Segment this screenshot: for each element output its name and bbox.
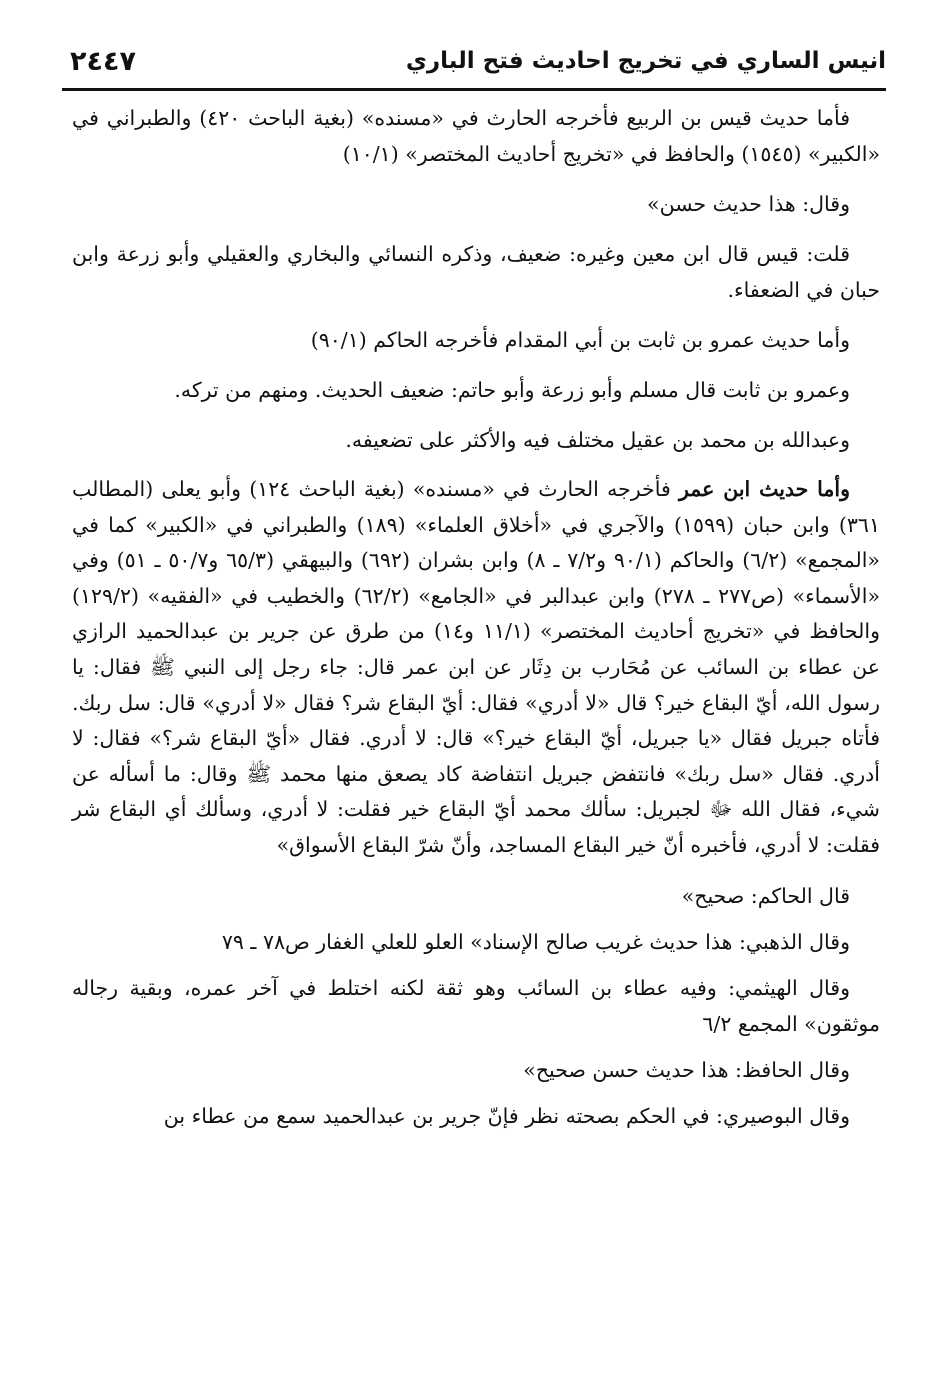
- paragraph-qays-grading: [72, 186, 880, 222]
- paragraph-text: قال الحاكم: صحيح»: [681, 883, 850, 908]
- page-header: [70, 38, 886, 84]
- paragraph-text: وعبدالله بن محمد بن عقيل مختلف فيه والأكثر على تضعيفه.: [345, 428, 850, 452]
- paragraph-text: وقال البوصيري: في الحكم بصحته نظر فإنّ جرير بن عبدالحميد سمع من عطاء بن: [163, 1103, 850, 1128]
- running-title: انيس الساري في تخريج احاديث فتح الباري: [405, 48, 886, 74]
- paragraph-dhahabi-grading: [72, 924, 880, 960]
- paragraph-text: وقال الذهبي: هذا حديث غريب صالح الإسناد» العلو للعلي الغفار ص٧٨ ـ ٧٩: [221, 929, 850, 954]
- paragraph-ibn-umar-hadith: [72, 472, 880, 864]
- header-rule: [62, 88, 886, 91]
- paragraph-busiri-note: [72, 1098, 880, 1134]
- paragraph-lead: وأما حديث ابن عمر: [679, 477, 851, 501]
- paragraph-text: فأما حديث قيس بن الربيع فأخرجه الحارث في «مسنده» (بغية الباحث ٤٢٠) والطبراني في «الكبير» (١٥٤٥) والحافظ في «تخريج أحاديث المختصر» (١٠/١): [72, 106, 880, 166]
- paragraph-hakim-grading: [72, 878, 880, 914]
- paragraph-text: قلت: قيس قال ابن معين وغيره: ضعيف، وذكره النسائي والبخاري والعقيلي وأبو زرعة وابن حبان في الضعفاء.: [72, 242, 880, 302]
- paragraph-text: وقال الهيثمي: وفيه عطاء بن السائب وهو ثقة لكنه اختلط في آخر عمره، وبقية رجاله موثقون» المجمع ٦/٢: [72, 975, 880, 1036]
- paragraph-hafiz-grading: [72, 1052, 880, 1088]
- paragraph-amr-hadith: [72, 322, 880, 358]
- paragraph-amr-note: [72, 372, 880, 408]
- paragraph-text: وأما حديث عمرو بن ثابت بن أبي المقدام فأخرجه الحاكم (٩٠/١): [310, 328, 850, 352]
- paragraph-abdullah-note: [72, 422, 880, 458]
- paragraph-text: فأخرجه الحارث في «مسنده» (بغية الباحث ١٢٤) وأبو يعلى (المطالب ٣٦١) وابن حبان (١٥٩٩) والآجري في «أخلاق العلماء» (١٨٩) والطبراني في «الكبير» كما في «المجمع» (٦/٢) والحاكم (٩٠/١ و٧/٢ ـ ٨) وابن بشران (٦٩٢) والبيهقي (٦٥/٣ و٥٠/٧ ـ ٥١) وفي «الأسماء» (ص٢٧٧ ـ ٢٧٨) وابن عبدالبر في «الجامع» (٦٢/٢) والخطيب في «الفقيه» (١٢٩/٢) والحافظ في «تخريج أحاديث المختصر» (١١/١ و١٤) من طرق عن جرير بن عبدالحميد الرازي عن عطاء بن السائب عن مُحَارب بن دِثَار عن ابن عمر قال: جاء رجل إلى النبي ﷺ فقال: يا رسول الله، أيّ البقاع خير؟ قال «لا أدري» فقال: أيّ البقاع شر؟ فقال «لا أدري» قال: سل ربك. فأتاه جبريل فقال «يا جبريل، أيّ البقاع خير؟» قال: لا أدري. فقال «أيّ البقاع شر؟» فقال: لا أدري. فقال «سل ربك» فانتفض جبريل انتفاضة كاد يصعق منها محمد ﷺ وقال: ما أسأله عن شيء، فقال الله ﷻ لجبريل: سألك محمد أيّ البقاع خير فقلت: لا أدري، وسألك أي البقاع شر فقلت: لا أدري، فأخبره أنّ خير البقاع المساجد، وأنّ شرّ البقاع الأسواق»: [72, 477, 880, 857]
- paragraph-qays-hadith: [72, 100, 880, 172]
- paragraph-haythami-grading: [72, 970, 880, 1042]
- page-number: ٢٤٤٧: [70, 45, 136, 77]
- page-body: [72, 100, 880, 1144]
- paragraph-qays-note: [72, 236, 880, 308]
- paragraph-text: وعمرو بن ثابت قال مسلم وأبو زرعة وأبو حاتم: ضعيف الحديث. ومنهم من تركه.: [174, 378, 850, 402]
- paragraph-text: وقال: هذا حديث حسن»: [647, 192, 850, 216]
- paragraph-text: وقال الحافظ: هذا حديث حسن صحيح»: [523, 1057, 850, 1082]
